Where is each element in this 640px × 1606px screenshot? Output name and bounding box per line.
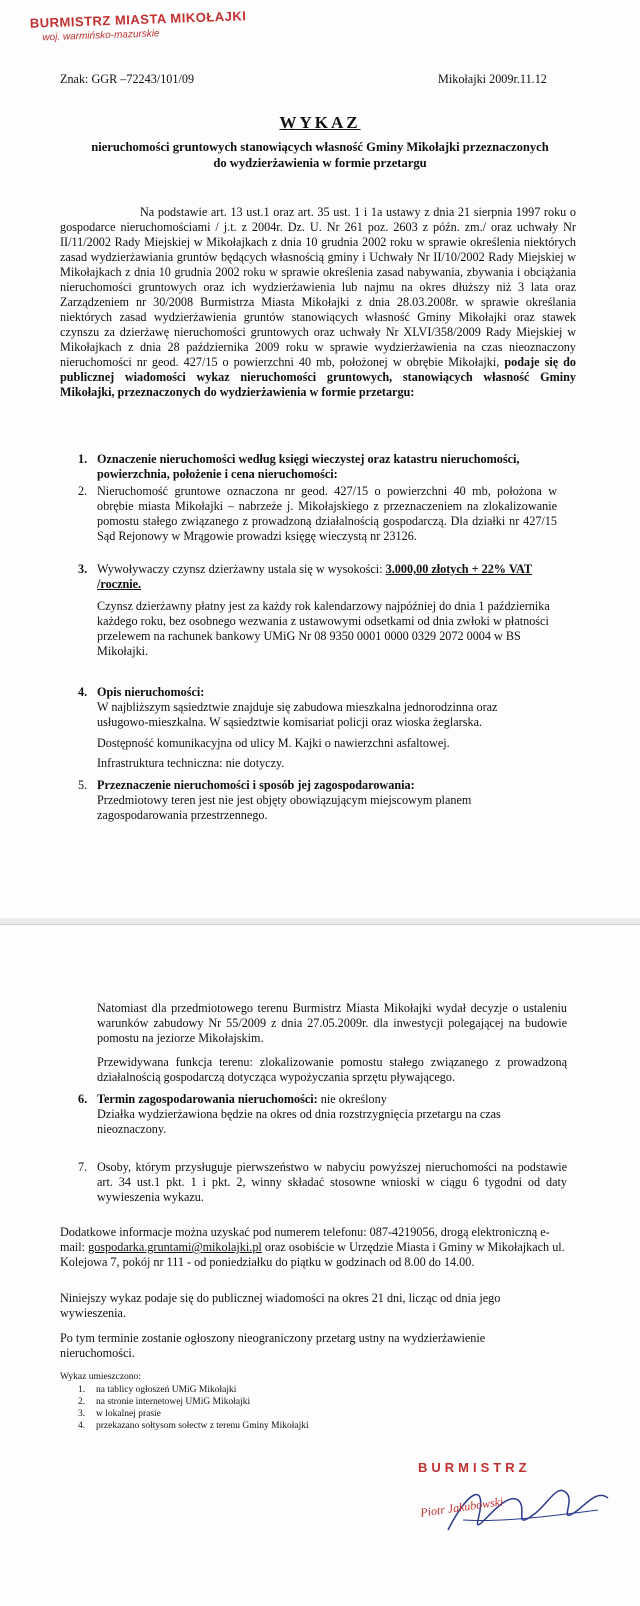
item-6-value: nie określony — [317, 1092, 387, 1106]
posted-item-number: 1. — [78, 1385, 86, 1395]
item-1-text: Oznaczenie nieruchomości według księgi wieczystej oraz katastru nieruchomości, powierzchnia, położenie i cena nieruchomości: — [97, 452, 520, 481]
posted-item-text: na tablicy ogłoszeń UMiG Mikołajki — [96, 1385, 237, 1395]
posted-item — [78, 1384, 398, 1396]
stamp-region: woj. warmińsko-mazurskie — [42, 28, 160, 44]
document-subtitle — [70, 139, 570, 171]
signature-stamp-title: BURMISTRZ — [418, 1460, 531, 1475]
item-6-heading — [97, 1092, 567, 1107]
posted-item-number: 2. — [78, 1397, 86, 1407]
item-1-number: 1. — [78, 452, 88, 466]
posted-title: Wykaz umieszczono: — [60, 1372, 141, 1382]
item-4-infrastructure: Infrastruktura techniczna: nie dotyczy. — [97, 756, 285, 770]
item-4-text: W najbliższym sąsiedztwie znajduje się zabudowa mieszkalna jednorodzinna oraz usługowo-mieszkalna. W sąsiedztwie komisariat policji oraz wioska żeglarska. — [97, 700, 498, 729]
posted-item — [78, 1420, 398, 1432]
stamp-title: BURMISTRZ MIASTA MIKOŁAJKI — [29, 8, 247, 31]
contact-text-b: oraz osobiście w Urzędzie Miasta i Gminy w Mikołajkach ul. Kolejowa 7, pokój nr 111 - od poniedziałku do piątku w godzinach od 8.00 do 14.00. — [60, 1240, 565, 1269]
subtitle-line-1: nieruchomości gruntowych stanowiących własność Gminy Mikołajki przeznaczonych — [91, 140, 549, 154]
intro-text: Na podstawie art. 13 ust.1 oraz art. 35 ust. 1 i 1a ustawy z dnia 21 sierpnia 1997 roku o gospodarce nieruchomościami / j.t. z 2004r. Dz. U. Nr 261 poz. 2603 z późn. zm./ oraz uchwały Nr II/11/2002 Rady Miejskiej w Mikołajkach z dnia 10 grudnia 2002 roku w sprawie określenia niektórych zasad wydzierżawiania gruntów będących własnością gminy i Uchwały Nr II/10/2002 Rady Miejskiej w Mikołajkach z dnia 10 grudnia 2002 roku w sprawie określenia zasad nabywania, zbywania i obciążania nieruchomości gruntowych oraz ich wydzierżawienia lub najmu na okres dłuższy niż 3 lata oraz Zarządzeniem nr 30/2008 Burmistrza Miasta Mikołajki z dnia 28.03.2008r. w sprawie określania niektórych zasad wydzierżawienia gruntów stanowiących własność Gminy Mikołajki oraz stawek czynszu za dzierżawę nieruchomości gruntowych oraz uchwały Nr XLVI/358/2009 Rady Miejskiej w Mikołajkach z dnia 28 października 2009 roku w sprawie wydzierżawienia na czas nieoznaczony nieruchomości nr geod. 427/15 o powierzchni 40 mb, położonej w obrębie Mikołajki, — [60, 205, 576, 369]
intro-paragraph — [60, 205, 576, 400]
item-6-number: 6. — [78, 1092, 88, 1106]
item-4-title: Opis nieruchomości: — [97, 685, 205, 699]
posted-item-text: przekazano sołtysom sołectw z terenu Gminy Mikołajki — [96, 1421, 309, 1431]
email-link[interactable]: gospodarka.gruntami@mikolajki.pl — [88, 1240, 262, 1254]
posted-item — [78, 1396, 398, 1408]
posted-item — [78, 1408, 398, 1420]
posted-list — [78, 1384, 398, 1432]
item-5-title: Przeznaczenie nieruchomości i sposób jej zagospodarowania: — [97, 778, 415, 792]
item-4-access: Dostępność komunikacyjna od ulicy M. Kajki o nawierzchni asfaltowej. — [97, 736, 450, 750]
decision-paragraph: Natomiast dla przedmiotowego terenu Burmistrz Miasta Mikołajki wydał decyzje o ustaleniu warunków zabudowy Nr 55/2009 z dnia 27.05.2009r. dla inwestycji polegającej na budowie pomostu na jeziorze Mikołajskim. — [97, 1001, 567, 1045]
posted-item-text: na stronie internetowej UMiG Mikołajki — [96, 1397, 251, 1407]
document-date: Mikołajki 2009r.11.12 — [438, 72, 547, 86]
posted-item-number: 4. — [78, 1421, 86, 1431]
signature-block — [408, 1460, 618, 1570]
item-3-text — [97, 562, 567, 592]
intro-bold-text: podaje się do publicznej wiadomości wykaz nieruchomości gruntowych, stanowiących własność Gminy Mikołajki, przeznaczonych do wydzierżawienia w formie przetargu: — [60, 355, 576, 399]
item-3-number: 3. — [78, 562, 88, 576]
tender-paragraph: Po tym terminie zostanie ogłoszony nieograniczony przetarg ustny na wydzierżawienie nieruchomości. — [60, 1331, 486, 1360]
item-6-title: Termin zagospodarowania nieruchomości: — [97, 1092, 318, 1106]
item-7-number: 7. — [78, 1160, 88, 1174]
contact-text-a: Dodatkowe informacje można uzyskać pod numerem telefonu: 087-4219056, drogą elektroniczną e-mail: — [60, 1225, 550, 1254]
item-3-payment-terms: Czynsz dzierżawny płatny jest za każdy rok kalendarzowy najpóźniej do dnia 1 października każdego roku, bez osobnego wezwania z ustawowymi odsetkami od dnia zwłoki w płatności przelewem na rachunek bankowy UMiG Nr 08 9350 0001 0000 0329 2072 0004 w BS Mikołajki. — [97, 599, 550, 658]
item-6-text: Działka wydzierżawiona będzie na okres od dnia rozstrzygnięcia przetargu na czas nieoznaczony. — [97, 1107, 501, 1136]
document-title: WYKAZ — [279, 113, 361, 132]
item-5-number: 5. — [78, 778, 88, 792]
posted-item-text: w lokalnej prasie — [96, 1409, 161, 1419]
function-paragraph: Przewidywana funkcja terenu: zlokalizowanie pomostu stałego związanego z prowadzoną działalnością gospodarczą dotycząca wypożyczania sprzętu pływającego. — [97, 1055, 567, 1084]
notice-paragraph: Niniejszy wykaz podaje się do publicznej wiadomości na okres 21 dni, licząc od dnia jego wywieszenia. — [60, 1291, 501, 1320]
item-7-text: Osoby, którym przysługuje pierwszeństwo w nabyciu powyższej nieruchomości na podstawie art. 34 ust.1 pkt. 1 i pkt. 2, winny składać stosowne wnioski w ciągu 6 tygodni od daty wywieszenia wykazu. — [97, 1160, 567, 1204]
posted-item-number: 3. — [78, 1409, 86, 1419]
subtitle-line-2: do wydzierżawienia w formie przetargu — [213, 156, 427, 170]
office-stamp — [30, 8, 248, 44]
item-5-text: Przedmiotowy teren jest nie jest objęty obowiązującym miejscowym planem zagospodarowania przestrzennego. — [97, 793, 472, 822]
item-4-number: 4. — [78, 685, 88, 699]
contact-info — [60, 1225, 570, 1270]
item-3-label: Wywoływaczy czynsz dzierżawny ustala się w wysokości: — [97, 562, 386, 576]
rent-amount: 3.000,00 złotych + 22% VAT /rocznie. — [97, 562, 533, 591]
item-2-text: Nieruchomość gruntowe oznaczona nr geod. 427/15 o powierzchni 40 mb, położona w obrębie miasta Mikołajki – nabrzeże j. Mikołajskiego z przeznaczeniem na zlokalizowanie pomostu stałego związanego z prowadzoną działalnością gospodarczą. Dla działki nr 427/15 Sąd Rejonowy w Mrągowie prowadzi księgę wieczystą nr 23126. — [97, 484, 557, 543]
signature-name-stamp: Piotr Jakubowski — [419, 1494, 505, 1520]
reference-number: Znak: GGR –72243/101/09 — [60, 72, 195, 86]
item-2-number: 2. — [78, 484, 88, 498]
